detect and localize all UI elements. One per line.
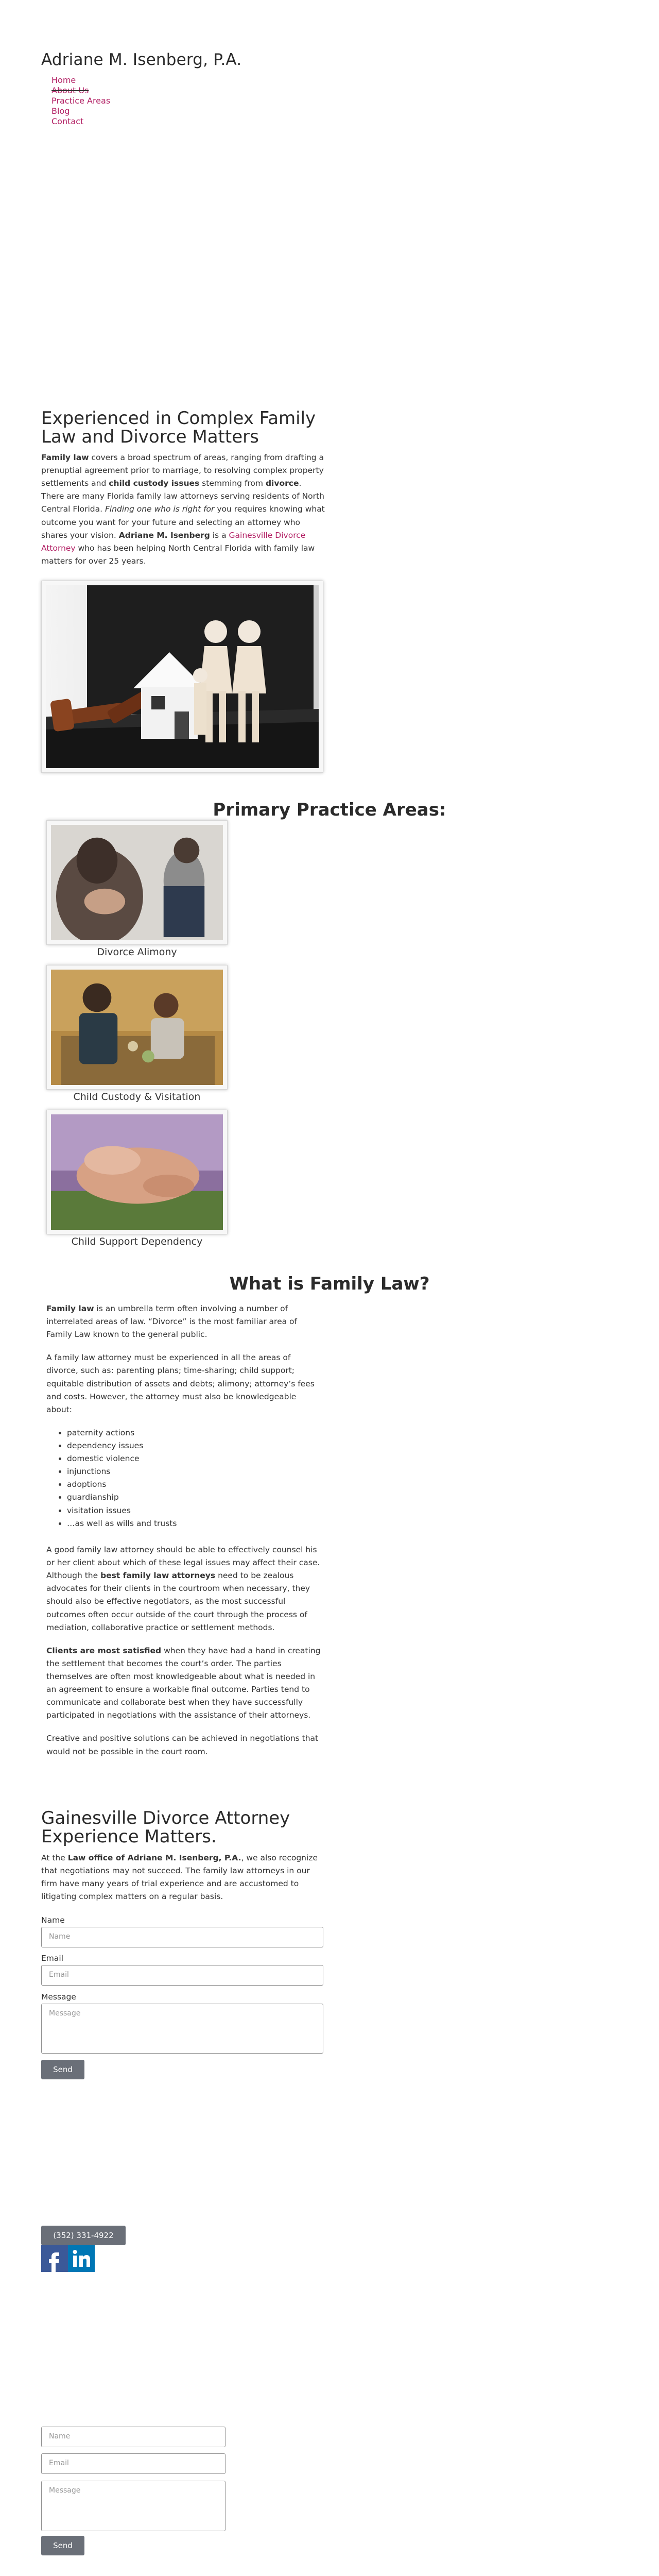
nav-contact[interactable]: Contact xyxy=(51,116,84,126)
list-item: • adoptions xyxy=(67,1478,324,1491)
list-item: • …as well as wills and trusts xyxy=(67,1517,324,1530)
wifl-paragraph-5: Creative and positive solutions can be achieved in negotiations that would not be possible in the court room. xyxy=(46,1734,319,1756)
footer-send-button[interactable]: Send xyxy=(41,2536,84,2555)
what-is-family-law-body xyxy=(46,1302,324,1540)
list-item: • domestic violence xyxy=(67,1452,324,1465)
list-item: • injunctions xyxy=(67,1465,324,1478)
phone-button[interactable]: (352) 331-4922 xyxy=(41,2226,126,2245)
email-label: Email xyxy=(41,1954,64,1963)
family-law-areas-list xyxy=(67,1427,324,1530)
intro-heading: Experienced in Complex Family Law and Divorce Matters xyxy=(41,408,316,447)
practice-areas-heading: Primary Practice Areas: xyxy=(213,800,446,820)
wifl-paragraph-1: Family law is an umbrella term often involving a number of interrelated areas of law. “Divorce” is the most familiar area of Family Law known to the general public. xyxy=(46,1304,297,1340)
practice-image-divorce[interactable] xyxy=(46,820,228,945)
message-textarea[interactable]: Message xyxy=(41,2004,323,2054)
site-title[interactable]: Adriane M. Isenberg, P.A. xyxy=(41,50,242,69)
nav-practice-areas[interactable]: Practice Areas xyxy=(51,96,111,106)
main-nav xyxy=(51,75,110,127)
nav-blog[interactable]: Blog xyxy=(51,106,70,116)
list-item: • visitation issues xyxy=(67,1504,324,1517)
practice-label-custody[interactable]: Child Custody & Visitation xyxy=(73,1091,201,1103)
footer-name-input[interactable]: Name xyxy=(41,2427,226,2447)
email-input[interactable]: Email xyxy=(41,1965,323,1986)
practice-label-child-support[interactable]: Child Support Dependency xyxy=(71,1236,203,1247)
list-item: • guardianship xyxy=(67,1491,324,1504)
gainesville-divorce-attorney-link[interactable]: Gainesville Divorce Attorney xyxy=(41,530,306,553)
practice-label-divorce[interactable]: Divorce Alimony xyxy=(97,946,177,958)
practice-image-custody[interactable] xyxy=(46,965,228,1090)
what-is-family-law-body-2 xyxy=(46,1544,324,1769)
nav-home[interactable]: Home xyxy=(51,75,76,85)
footer-message-textarea[interactable]: Message xyxy=(41,2481,226,2531)
experience-heading: Gainesville Divorce Attorney Experience Matters. xyxy=(41,1808,290,1847)
wifl-paragraph-3: A good family law attorney should be able to effectively counsel his or her client about which of these legal issues may affect their case. Although the best family law attorneys need to be zealous advocates for their clients in the courtroom when necessary, they should also be effective negotiators, as the most successful outcomes often occur outside of the court through the process of mediation, collaborative practice or settlement methods. xyxy=(46,1545,320,1632)
wifl-paragraph-4: Clients are most satisfied when they have had a hand in creating the settlement that becomes the court’s order. The parties themselves are often most knowledgeable about what is needed in an agreement to ensure a workable final outcome. Parties tend to communicate and collaborate best when they have successfully participated in negotiations with the assistance of their attorneys. xyxy=(46,1646,321,1720)
linkedin-icon[interactable] xyxy=(68,2245,95,2272)
name-label: Name xyxy=(41,1916,65,1925)
name-input[interactable]: Name xyxy=(41,1927,323,1947)
list-item: • dependency issues xyxy=(67,1439,324,1452)
hero-image-gavel-house-family xyxy=(41,581,323,773)
nav-about-us[interactable]: About Us xyxy=(51,86,89,95)
wifl-paragraph-2: A family law attorney must be experienced in all the areas of divorce, such as: parenting plans; time-sharing; child support; equitable distribution of assets and debts; alimony; attorney’s fees and costs. However, the attorney must also be knowledgeable about: xyxy=(46,1353,315,1414)
intro-paragraph: Family law covers a broad spectrum of areas, ranging from drafting a prenuptial agreement prior to marriage, to resolving complex property settlements and child custody issues stemming from divorce. There are many Florida family law attorneys serving residents of North Central Florida. Finding one who is right for you requires knowing what outcome you want for your future and selecting an attorney who shares your vision. Adriane M. Isenberg is a Gainesville Divorce Attorney who has been helping North Central Florida with family law matters for over 25 years. xyxy=(41,453,325,566)
list-item: • paternity actions xyxy=(67,1427,324,1439)
practice-image-child-support[interactable] xyxy=(46,1110,228,1234)
send-button[interactable]: Send xyxy=(41,2060,84,2079)
footer-email-input[interactable]: Email xyxy=(41,2453,226,2474)
what-is-family-law-heading: What is Family Law? xyxy=(229,1274,430,1294)
experience-paragraph: At the Law office of Adriane M. Isenberg, P.A., we also recognize that negotiations may not succeed. The family law attorneys in our firm have many years of trial experience and are accustomed to litigating complex matters on a regular basis. xyxy=(41,1853,318,1902)
message-label: Message xyxy=(41,1992,76,2002)
facebook-icon[interactable] xyxy=(41,2245,68,2272)
